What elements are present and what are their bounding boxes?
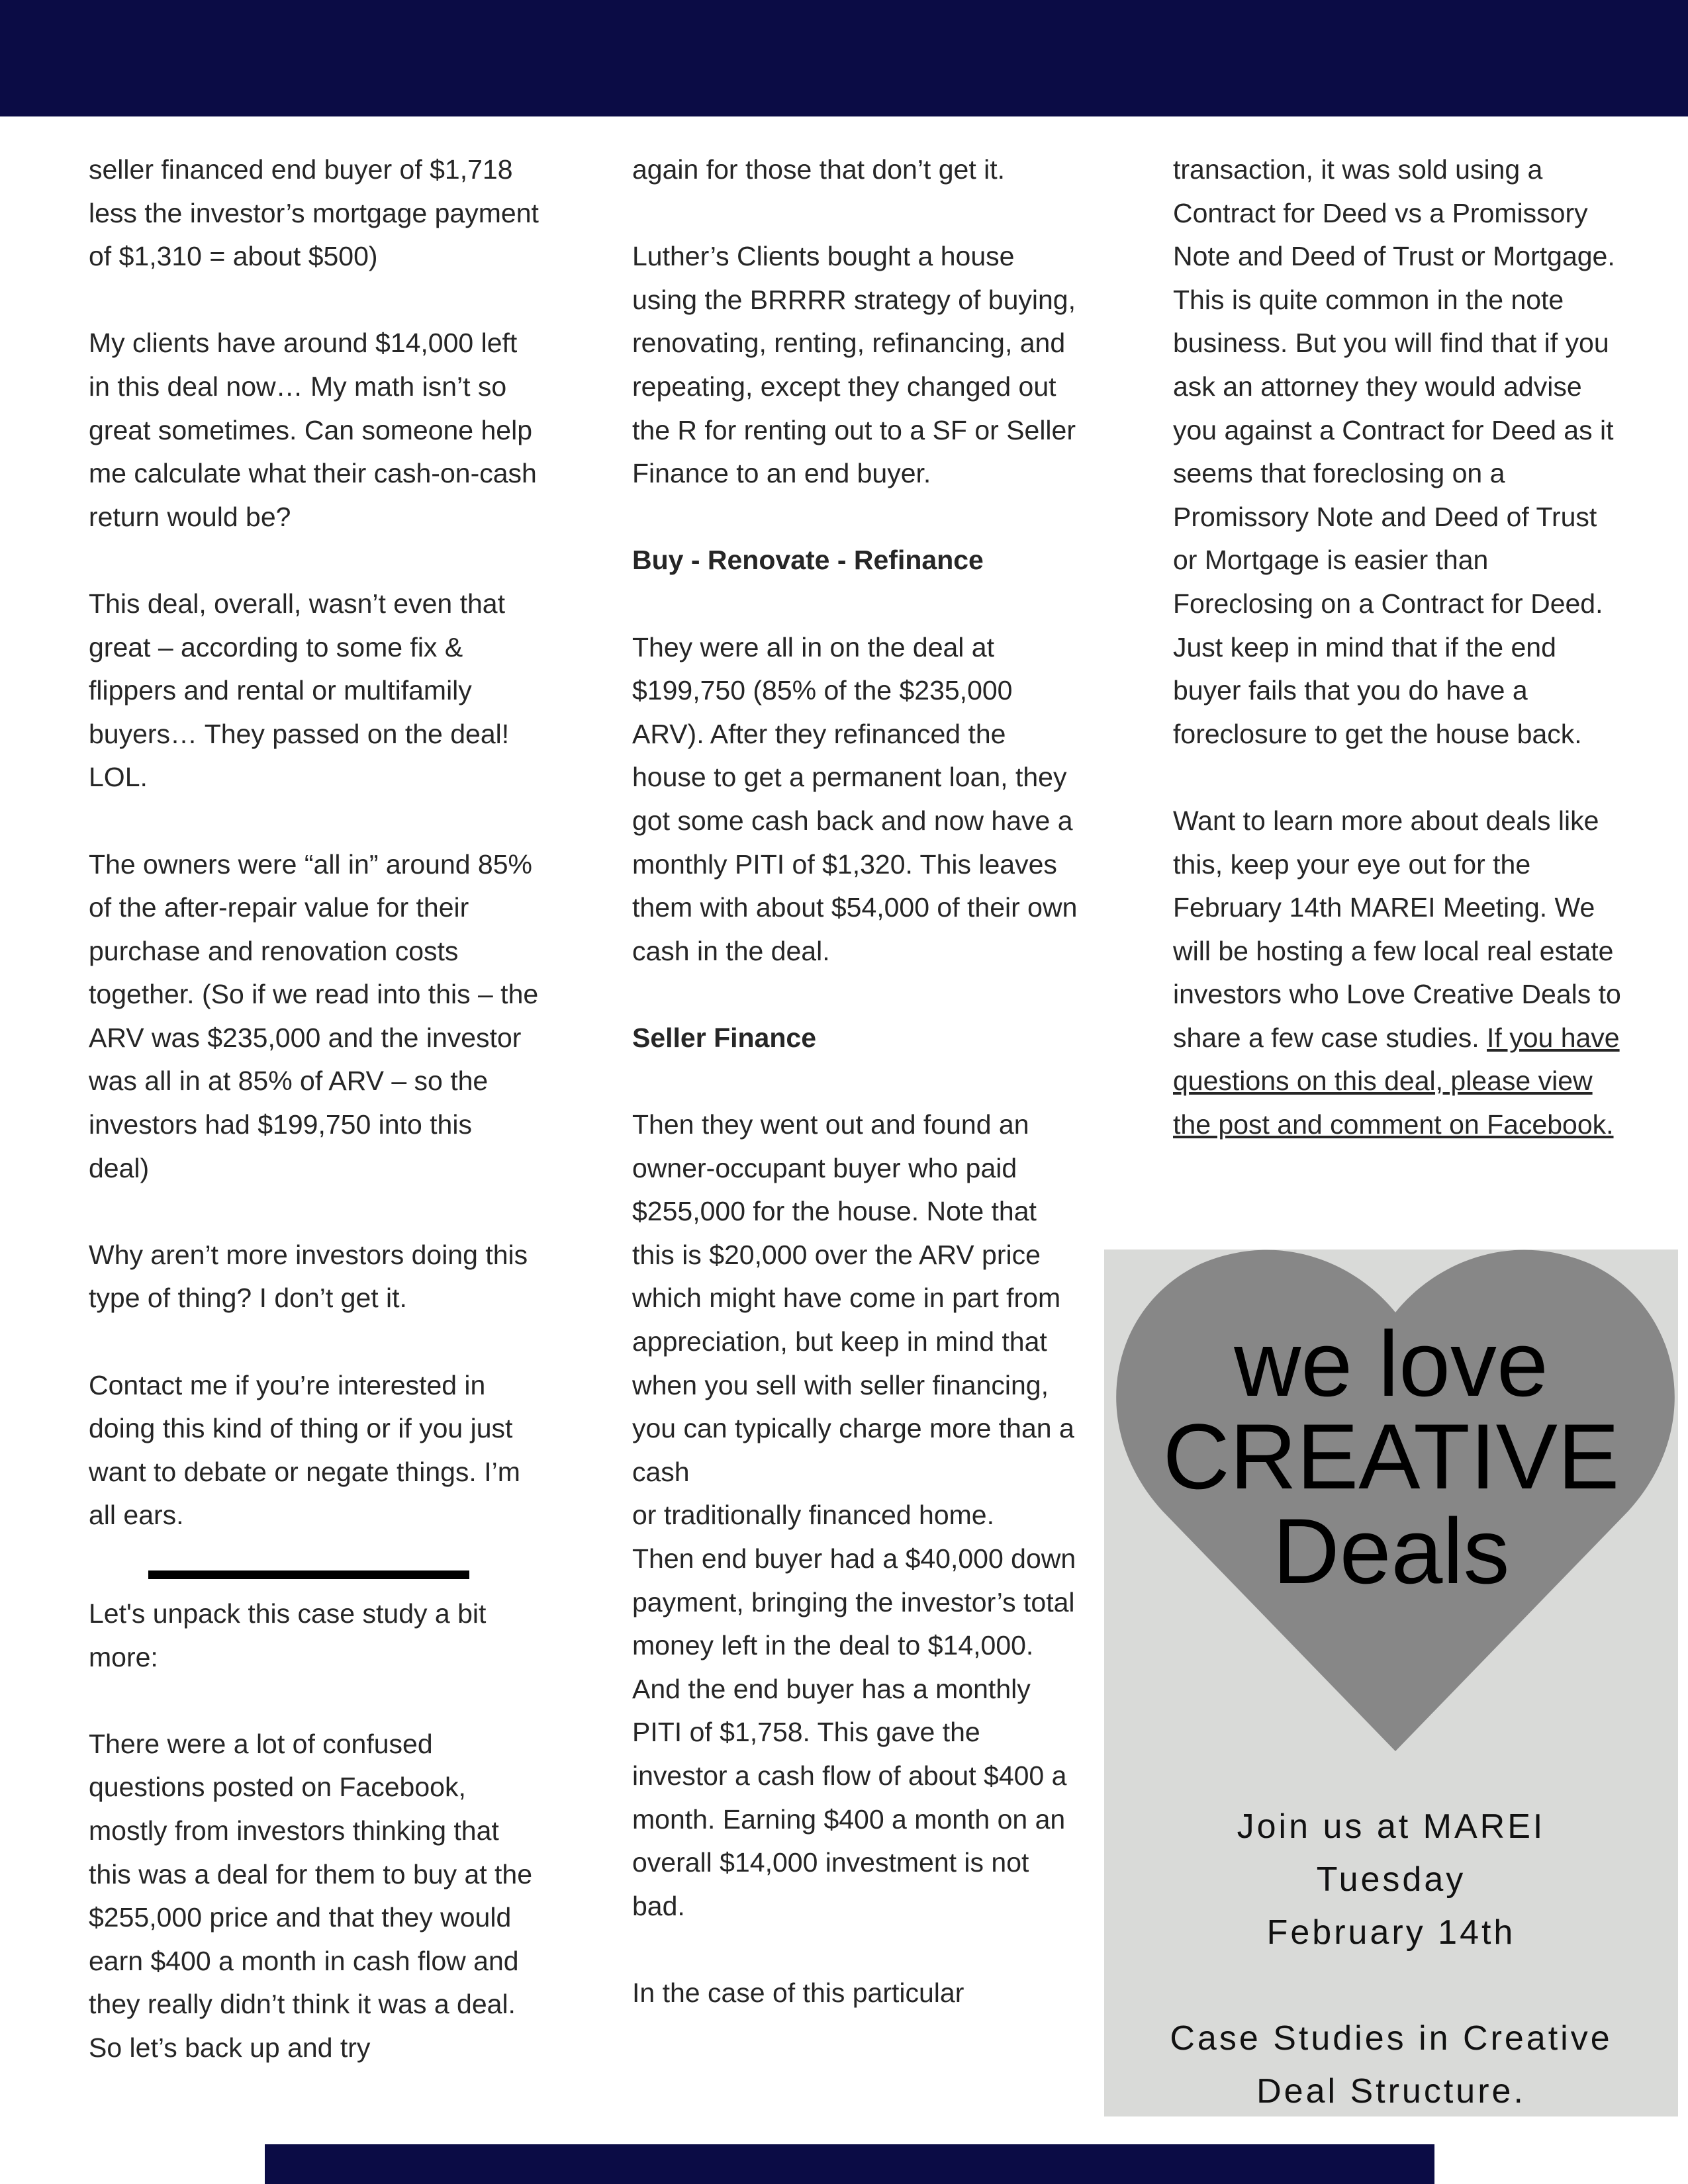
paragraph: seller financed end buyer of $1,718 less the investor’s mortgage payment of $1,310 = about $500) — [89, 154, 539, 272]
paragraph: My clients have around $14,000 left in this deal now… My math isn’t so great sometimes. Can someone help me calculate what their cash-on-cash return would be? — [89, 328, 537, 532]
paragraph: again for those that don’t get it. — [632, 154, 1005, 185]
section-heading: Seller Finance — [632, 1022, 817, 1053]
paragraph — [632, 1103, 1082, 1537]
article-column-2 — [632, 148, 1082, 2015]
footer-bar — [265, 2144, 1434, 2184]
paragraph-text: Then they went out and found an owner-occupant buyer who paid $255,000 for the house. Note that this is $20,000 over the ARV price which might have come in part from appreciation, but keep in mind that when you sell with seller financing, you can typically charge more than a cash — [632, 1109, 1074, 1487]
promo-panel — [1104, 1250, 1678, 2116]
article-column-3 — [1173, 148, 1623, 1147]
event-topic: Deal Structure. — [1256, 2072, 1526, 2111]
paragraph: Contact me if you’re interested in doing this kind of thing or if you just want to debate or negate things. I’m all ears. — [89, 1369, 520, 1531]
paragraph: The owners were “all in” around 85% of the after-repair value for their purchase and renovation costs together. (So if we read into this – the ARV was $235,000 and the investor was all in at 85% of ARV – so the investors had $199,750 into this deal) — [89, 848, 539, 1183]
paragraph: In the case of this particular — [632, 1977, 964, 2008]
paragraph — [1173, 799, 1623, 1147]
paragraph: This deal, overall, wasn’t even that great – according to some fix & flippers and rental or multifamily buyers… They passed on the deal! LOL. — [89, 588, 510, 793]
paragraph-text: or traditionally financed home. — [632, 1500, 994, 1531]
paragraph: transaction, it was sold using a Contract for Deed vs a Promissory Note and Deed of Trust or Mortgage. This is quite common in the note business. But you will find that if you ask an attorney they would advise you against a Contract for Deed as it seems that foreclosing on a Promissory Note and Deed of Trust or Mortgage is easier than Foreclosing on a Contract for Deed. Just keep in mind that if the end buyer fails that you do have a foreclosure to get the house back. — [1173, 154, 1615, 749]
heart-line-creative: CREATIVE — [1162, 1404, 1620, 1508]
paragraph: There were a lot of confused questions posted on Facebook, mostly from investors thinking that this was a deal for them to buy at the $255,000 price and that they would earn $400 a month in cash flow and they really didn’t think it was a deal. So let’s back up and try — [89, 1728, 533, 2063]
section-divider — [148, 1570, 469, 1579]
paragraph: They were all in on the deal at $199,750 (85% of the $235,000 ARV). After they refinanced the house to get a permanent loan, they got some cash back and now have a monthly PITI of $1,320. This leaves them with about $54,000 of their own cash in the deal. — [632, 631, 1078, 966]
article-column-1 — [89, 148, 539, 2070]
spacer — [1104, 1959, 1678, 2012]
facebook-link[interactable]: If you have questions on this deal, please view the post and comment on Facebook. — [1173, 1022, 1620, 1140]
heart-line-deals: Deals — [1272, 1499, 1510, 1603]
header-bar — [0, 0, 1688, 116]
event-day: Tuesday — [1316, 1860, 1466, 1899]
event-line: Join us at MAREI — [1237, 1807, 1546, 1846]
heart-line-we-love: we love — [1234, 1312, 1548, 1416]
paragraph: Then end buyer had a $40,000 down payment, bringing the investor’s total money left in the deal to $14,000. And the end buyer has a monthly PITI of $1,758. This gave the investor a cash flow of about $400 a month. Earning $400 a month on an overall $14,000 investment is not bad. — [632, 1543, 1076, 1921]
heart-caption — [1104, 1312, 1678, 1603]
paragraph: Luther’s Clients bought a house using the BRRRR strategy of buying, renovating, renting, refinancing, and repeating, except they changed out the R for renting out to a SF or Seller Finance to an end buyer. — [632, 241, 1076, 489]
section-heading: Buy - Renovate - Refinance — [632, 545, 984, 576]
paragraph-text: Want to learn more about deals like this, keep your eye out for the February 14th MAREI Meeting. We will be hosting a few local real estate investors who Love Creative Deals to share a few case studies. — [1173, 805, 1621, 1053]
event-topic: Case Studies in Creative — [1170, 2019, 1613, 2058]
event-date: February 14th — [1266, 1913, 1516, 1952]
event-announcement — [1104, 1800, 1678, 2118]
paragraph: Why aren’t more investors doing this type of thing? I don’t get it. — [89, 1239, 528, 1314]
paragraph: Let's unpack this case study a bit more: — [89, 1598, 487, 1672]
